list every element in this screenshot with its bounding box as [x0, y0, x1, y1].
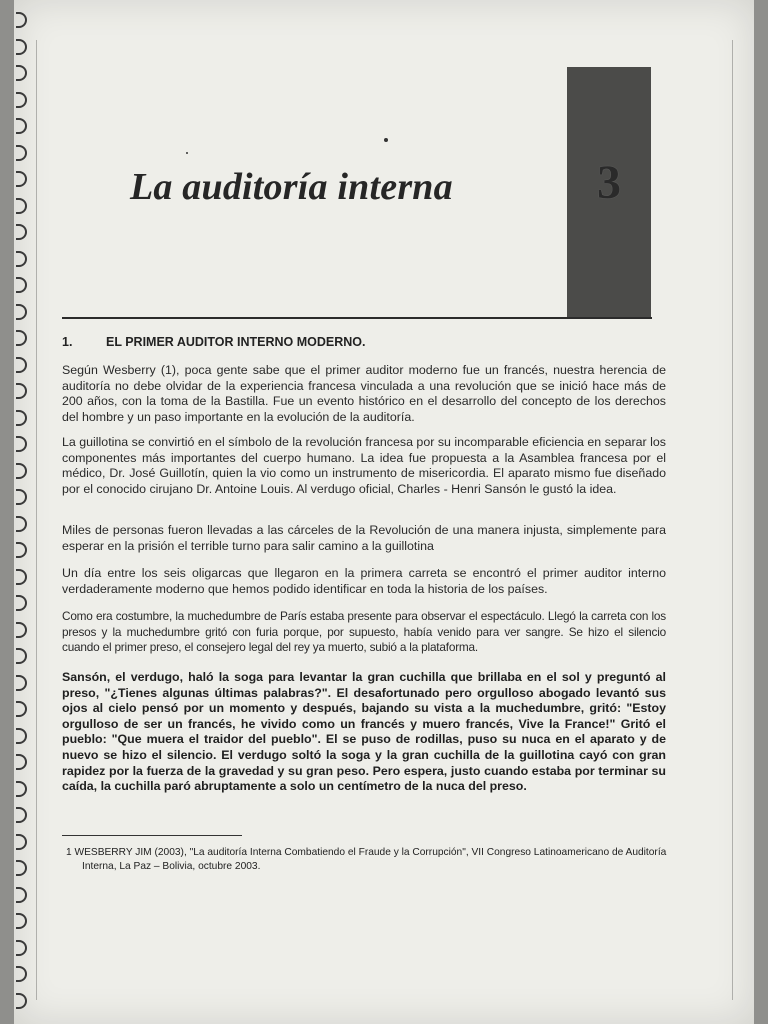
binding-ring: [16, 940, 27, 956]
binding-ring: [16, 304, 27, 320]
paragraph: Según Wesberry (1), poca gente sabe que el primer auditor moderno fue un francés, nuestra herencia de auditoría no debe olvidar de la experiencia francesa vinculada a una revolución que se inició hace más de 200 años, con la toma de la Bastilla. Fue un evento histórico en el desarrollo del concepto de los derechos del hombre y un paso importante en la evolución de la auditoría.: [62, 363, 666, 424]
binding-ring: [16, 118, 27, 134]
section-heading: [62, 335, 366, 349]
binding-ring: [16, 277, 27, 293]
binding-ring: [16, 966, 27, 982]
binding-ring: [16, 622, 27, 638]
binding-ring: [16, 781, 27, 797]
section-number: 1.: [62, 335, 73, 349]
chapter-title: La auditoría interna: [130, 166, 453, 208]
binding-ring: [16, 834, 27, 850]
page-edge-line: [732, 40, 733, 1000]
chapter-number: 3: [597, 156, 621, 209]
binding-ring: [16, 92, 27, 108]
binding-ring: [16, 489, 27, 505]
binding-ring: [16, 410, 27, 426]
binding-ring: [16, 542, 27, 558]
binding-ring: [16, 145, 27, 161]
footnote: [66, 846, 672, 874]
binding-ring: [16, 330, 27, 346]
binding-ring: [16, 171, 27, 187]
binding-ring: [16, 198, 27, 214]
binding-ring: [16, 251, 27, 267]
binding-ring: [16, 12, 27, 28]
binding-ring: [16, 39, 27, 55]
binding-ring: [16, 65, 27, 81]
chapter-number-box: [567, 67, 651, 317]
paragraph: Como era costumbre, la muchedumbre de París estaba presente para observar el espectáculo. Llegó la carreta con los presos y la muchedumbre gritó con furia porque, por supuesto, había venido para ver sangre. Se hizo el silencio cuando el primer preso, el consejero legal del rey ya muerto, subió a la plataforma.: [62, 609, 666, 655]
speck: [384, 138, 388, 142]
paragraph: Miles de personas fueron llevadas a las cárceles de la Revolución de una manera injusta, simplemente para esperar en la prisión el terrible turno para salir camino a la guillotina: [62, 523, 666, 553]
binding-ring: [16, 754, 27, 770]
binding-ring: [16, 807, 27, 823]
binding-ring: [16, 675, 27, 691]
binding-ring: [16, 993, 27, 1009]
footnote-divider: [62, 835, 242, 836]
binding-ring: [16, 887, 27, 903]
binding-ring: [16, 357, 27, 373]
binding-ring: [16, 860, 27, 876]
binding-ring: [16, 224, 27, 240]
paragraph: La guillotina se convirtió en el símbolo de la revolución francesa por su incomparable eficiencia en separar los componentes más importantes del cuerpo humano. La idea fue propuesta a la Asamblea francesa por el médico, Dr. José Guillotín, quien la vio como un instrumento de misericordia. El aparato mismo fue diseñado por el conocido cirujano Dr. Antoine Louis. Al verdugo oficial, Charles - Henri Sansón le gustó la idea.: [62, 435, 666, 496]
binding-ring: [16, 728, 27, 744]
binding-ring: [16, 463, 27, 479]
speck: [186, 152, 188, 154]
page-edge-line: [36, 40, 37, 1000]
binding-ring: [16, 595, 27, 611]
paragraph: Un día entre los seis oligarcas que llegaron en la primera carreta se encontró el primer auditor interno verdaderamente moderno que hemos podido identificar en toda la historia de los países.: [62, 566, 666, 596]
binding-ring: [16, 436, 27, 452]
binding-ring: [16, 913, 27, 929]
spiral-binding: [14, 0, 48, 1024]
binding-ring: [16, 648, 27, 664]
binding-ring: [16, 383, 27, 399]
section-title: EL PRIMER AUDITOR INTERNO MODERNO.: [106, 335, 366, 349]
binding-ring: [16, 516, 27, 532]
footnote-text: 1 WESBERRY JIM (2003), "La auditoría Interna Combatiendo el Fraude y la Corrupción", VII Congreso Latinoamericano de Auditoría Interna, La Paz – Bolivia, octubre 2003.: [66, 847, 667, 872]
binding-ring: [16, 701, 27, 717]
binding-ring: [16, 569, 27, 585]
title-divider: [62, 317, 652, 319]
paragraph: Sansón, el verdugo, haló la soga para levantar la gran cuchilla que brillaba en el sol y preguntó al preso, "¿Tienes algunas últimas palabras?". El desafortunado pero orgulloso abogado levantó sus ojos al cielo pensó por un momento y después, bajando su vista a la muchedumbre, gritó: "Estoy orgulloso de ser un francés, he vivido como un francés y muero francés, Vive la France!" Gritó el pueblo: "Que muera el traidor del pueblo". El se puso de rodillas, puso su nuca en el aparato y de nuevo se hizo el silencio. El verdugo soltó la soga y la gran cuchilla de la guillotina cayó con gran rapidez por la fuerza de la gravedad y su gran peso. Pero espera, justo cuando estaba por terminar su caída, la cuchilla paró abruptamente a solo un centímetro de la nuca del preso.: [62, 670, 666, 794]
